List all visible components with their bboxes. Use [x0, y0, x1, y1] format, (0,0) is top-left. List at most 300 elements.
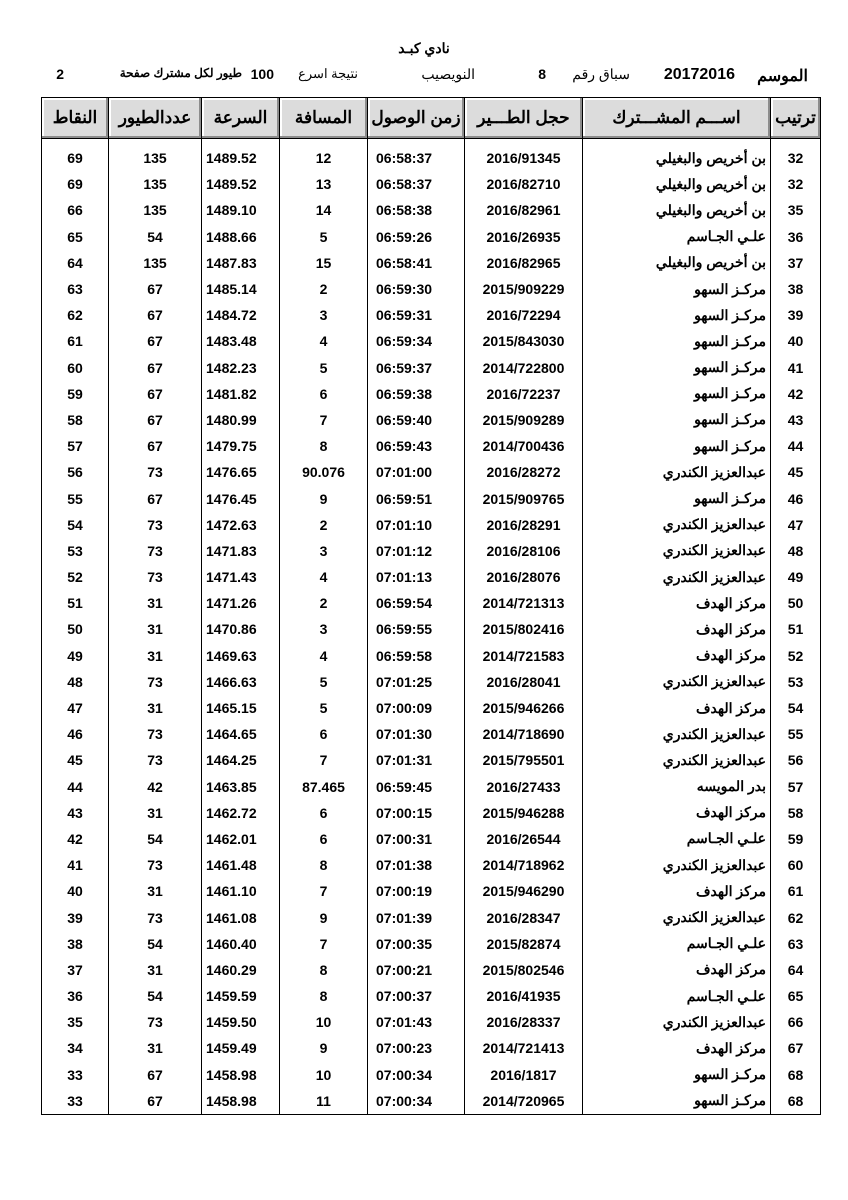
col-rank: ترتيب	[771, 98, 821, 139]
rank-cell: 43	[771, 407, 821, 433]
member-cell: مركز الهدف	[583, 616, 771, 642]
ring-cell: 2014/700436	[465, 433, 583, 459]
per-member-label: طيور لكل مشترك صفحة	[119, 66, 242, 80]
rank-cell: 49	[771, 564, 821, 590]
birds-cell: 67	[109, 1062, 202, 1088]
speed-cell: 1464.25	[202, 747, 280, 773]
arrival-cell: 06:59:51	[368, 485, 465, 511]
speed-cell: 1461.08	[202, 904, 280, 930]
col-points: النقاط	[42, 98, 109, 139]
table-row	[42, 459, 821, 485]
points-cell: 34	[42, 1035, 109, 1061]
speed-cell: 1466.63	[202, 669, 280, 695]
points-cell: 39	[42, 904, 109, 930]
distance-cell: 9	[280, 1035, 368, 1061]
arrival-cell: 06:59:40	[368, 407, 465, 433]
distance-cell: 2	[280, 276, 368, 302]
table-row	[42, 957, 821, 983]
distance-cell: 14	[280, 197, 368, 223]
arrival-cell: 07:01:00	[368, 459, 465, 485]
birds-cell: 31	[109, 695, 202, 721]
distance-cell: 6	[280, 381, 368, 407]
birds-cell: 135	[109, 145, 202, 171]
rank-cell: 47	[771, 512, 821, 538]
points-cell: 41	[42, 852, 109, 878]
birds-cell: 73	[109, 538, 202, 564]
season-label: الموسم	[757, 68, 808, 85]
member-cell: عبدالعزيز الكندري	[583, 1009, 771, 1035]
member-cell: علـي الجـاسم	[583, 983, 771, 1009]
distance-cell: 7	[280, 747, 368, 773]
table-row	[42, 747, 821, 773]
points-cell: 56	[42, 459, 109, 485]
rank-cell: 40	[771, 328, 821, 354]
points-cell: 59	[42, 381, 109, 407]
table-row	[42, 878, 821, 904]
distance-cell: 6	[280, 721, 368, 747]
arrival-cell: 07:00:15	[368, 800, 465, 826]
distance-cell: 3	[280, 538, 368, 564]
points-cell: 60	[42, 355, 109, 381]
rank-cell: 65	[771, 983, 821, 1009]
distance-cell: 7	[280, 407, 368, 433]
rank-cell: 53	[771, 669, 821, 695]
ring-cell: 2016/28337	[465, 1009, 583, 1035]
arrival-cell: 07:00:37	[368, 983, 465, 1009]
arrival-cell: 06:59:34	[368, 328, 465, 354]
results-table	[41, 97, 821, 1115]
ring-cell: 2016/28076	[465, 564, 583, 590]
birds-cell: 67	[109, 276, 202, 302]
member-cell: مركز الهدف	[583, 800, 771, 826]
points-cell: 36	[42, 983, 109, 1009]
member-cell: عبدالعزيز الكندري	[583, 747, 771, 773]
birds-cell: 67	[109, 302, 202, 328]
birds-cell: 31	[109, 800, 202, 826]
arrival-cell: 07:00:19	[368, 878, 465, 904]
distance-cell: 11	[280, 1088, 368, 1115]
points-cell: 38	[42, 931, 109, 957]
table-row	[42, 224, 821, 250]
distance-cell: 87.465	[280, 774, 368, 800]
member-cell: مركز الهدف	[583, 957, 771, 983]
points-cell: 54	[42, 512, 109, 538]
ring-cell: 2016/27433	[465, 774, 583, 800]
distance-cell: 8	[280, 433, 368, 459]
speed-cell: 1458.98	[202, 1062, 280, 1088]
distance-cell: 4	[280, 564, 368, 590]
distance-cell: 9	[280, 904, 368, 930]
member-cell: علـي الجـاسم	[583, 931, 771, 957]
member-cell: مركـز السهو	[583, 302, 771, 328]
distance-cell: 8	[280, 852, 368, 878]
points-cell: 44	[42, 774, 109, 800]
distance-cell: 15	[280, 250, 368, 276]
rank-cell: 45	[771, 459, 821, 485]
ring-cell: 2015/946288	[465, 800, 583, 826]
ring-cell: 2016/1817	[465, 1062, 583, 1088]
speed-cell: 1489.52	[202, 171, 280, 197]
table-row	[42, 931, 821, 957]
speed-cell: 1470.86	[202, 616, 280, 642]
points-cell: 65	[42, 224, 109, 250]
table-row	[42, 590, 821, 616]
member-cell: مركز الهدف	[583, 695, 771, 721]
ring-cell: 2014/721413	[465, 1035, 583, 1061]
arrival-cell: 06:59:55	[368, 616, 465, 642]
points-cell: 62	[42, 302, 109, 328]
speed-cell: 1472.63	[202, 512, 280, 538]
birds-cell: 73	[109, 1009, 202, 1035]
ring-cell: 2016/28041	[465, 669, 583, 695]
birds-cell: 135	[109, 250, 202, 276]
distance-cell: 7	[280, 878, 368, 904]
distance-cell: 90.076	[280, 459, 368, 485]
points-cell: 35	[42, 1009, 109, 1035]
rank-cell: 60	[771, 852, 821, 878]
arrival-cell: 07:01:43	[368, 1009, 465, 1035]
table-row	[42, 1035, 821, 1061]
speed-cell: 1471.43	[202, 564, 280, 590]
table-row	[42, 407, 821, 433]
race-number: 8	[538, 66, 546, 82]
distance-cell: 9	[280, 485, 368, 511]
speed-cell: 1479.75	[202, 433, 280, 459]
member-cell: مركـز السهو	[583, 381, 771, 407]
speed-cell: 1458.98	[202, 1088, 280, 1115]
rank-cell: 37	[771, 250, 821, 276]
col-member: اســـم المشـــترك	[583, 98, 771, 139]
birds-cell: 67	[109, 328, 202, 354]
ring-cell: 2016/41935	[465, 983, 583, 1009]
speed-cell: 1459.59	[202, 983, 280, 1009]
rank-cell: 67	[771, 1035, 821, 1061]
birds-cell: 67	[109, 381, 202, 407]
rank-cell: 57	[771, 774, 821, 800]
member-cell: بن أخريص والبغيلي	[583, 145, 771, 171]
rank-cell: 62	[771, 904, 821, 930]
page-number: 2	[56, 66, 64, 82]
member-cell: علـي الجـاسم	[583, 224, 771, 250]
distance-cell: 2	[280, 590, 368, 616]
speed-cell: 1488.66	[202, 224, 280, 250]
rank-cell: 64	[771, 957, 821, 983]
points-cell: 48	[42, 669, 109, 695]
speed-cell: 1462.72	[202, 800, 280, 826]
member-cell: مركز الهدف	[583, 1035, 771, 1061]
ring-cell: 2016/28272	[465, 459, 583, 485]
rank-cell: 66	[771, 1009, 821, 1035]
birds-count: 100	[250, 66, 274, 82]
points-cell: 58	[42, 407, 109, 433]
points-cell: 66	[42, 197, 109, 223]
ring-cell: 2014/718690	[465, 721, 583, 747]
arrival-cell: 06:59:37	[368, 355, 465, 381]
col-speed: السرعة	[202, 98, 280, 139]
table-row	[42, 512, 821, 538]
birds-cell: 73	[109, 747, 202, 773]
distance-cell: 12	[280, 145, 368, 171]
table-row	[42, 381, 821, 407]
rank-cell: 41	[771, 355, 821, 381]
rank-cell: 68	[771, 1088, 821, 1115]
rank-cell: 39	[771, 302, 821, 328]
birds-cell: 73	[109, 669, 202, 695]
points-cell: 37	[42, 957, 109, 983]
speed-cell: 1461.48	[202, 852, 280, 878]
birds-cell: 67	[109, 1088, 202, 1115]
ring-cell: 2016/26544	[465, 826, 583, 852]
rank-cell: 44	[771, 433, 821, 459]
distance-cell: 8	[280, 983, 368, 1009]
rank-cell: 56	[771, 747, 821, 773]
ring-cell: 2015/802416	[465, 616, 583, 642]
speed-cell: 1489.10	[202, 197, 280, 223]
birds-cell: 73	[109, 904, 202, 930]
distance-cell: 2	[280, 512, 368, 538]
rank-cell: 38	[771, 276, 821, 302]
member-cell: عبدالعزيز الكندري	[583, 904, 771, 930]
arrival-cell: 07:01:13	[368, 564, 465, 590]
ring-cell: 2016/91345	[465, 145, 583, 171]
points-cell: 53	[42, 538, 109, 564]
result-label: نتيجة اسرع	[298, 66, 358, 81]
arrival-cell: 07:00:35	[368, 931, 465, 957]
member-cell: عبدالعزيز الكندري	[583, 669, 771, 695]
distance-cell: 4	[280, 328, 368, 354]
birds-cell: 31	[109, 643, 202, 669]
ring-cell: 2014/718962	[465, 852, 583, 878]
table-row	[42, 355, 821, 381]
ring-cell: 2016/72294	[465, 302, 583, 328]
speed-cell: 1484.72	[202, 302, 280, 328]
birds-cell: 73	[109, 852, 202, 878]
member-cell: عبدالعزيز الكندري	[583, 721, 771, 747]
member-cell: مركز الهدف	[583, 643, 771, 669]
table-row	[42, 485, 821, 511]
arrival-cell: 07:00:23	[368, 1035, 465, 1061]
birds-cell: 31	[109, 1035, 202, 1061]
birds-cell: 73	[109, 564, 202, 590]
speed-cell: 1483.48	[202, 328, 280, 354]
member-cell: مركـز السهو	[583, 276, 771, 302]
ring-cell: 2016/82965	[465, 250, 583, 276]
table-row	[42, 538, 821, 564]
member-cell: مركـز السهو	[583, 1088, 771, 1115]
arrival-cell: 06:59:43	[368, 433, 465, 459]
points-cell: 61	[42, 328, 109, 354]
points-cell: 55	[42, 485, 109, 511]
table-row	[42, 171, 821, 197]
member-cell: عبدالعزيز الكندري	[583, 852, 771, 878]
club-title: نادي كبـد	[398, 40, 450, 56]
table-row	[42, 983, 821, 1009]
birds-cell: 73	[109, 459, 202, 485]
ring-cell: 2014/721583	[465, 643, 583, 669]
birds-cell: 67	[109, 485, 202, 511]
points-cell: 69	[42, 145, 109, 171]
arrival-cell: 06:59:31	[368, 302, 465, 328]
table-row	[42, 643, 821, 669]
birds-cell: 54	[109, 983, 202, 1009]
arrival-cell: 06:58:37	[368, 171, 465, 197]
table-row	[42, 145, 821, 171]
ring-cell: 2016/28347	[465, 904, 583, 930]
arrival-cell: 06:59:30	[368, 276, 465, 302]
arrival-cell: 07:01:31	[368, 747, 465, 773]
distance-cell: 5	[280, 669, 368, 695]
member-cell: مركـز السهو	[583, 407, 771, 433]
table-header-row	[42, 98, 821, 139]
rank-cell: 48	[771, 538, 821, 564]
distance-cell: 13	[280, 171, 368, 197]
ring-cell: 2016/82710	[465, 171, 583, 197]
ring-cell: 2016/72237	[465, 381, 583, 407]
points-cell: 64	[42, 250, 109, 276]
speed-cell: 1487.83	[202, 250, 280, 276]
speed-cell: 1460.29	[202, 957, 280, 983]
rank-cell: 32	[771, 145, 821, 171]
arrival-cell: 07:01:30	[368, 721, 465, 747]
member-cell: علـي الجـاسم	[583, 826, 771, 852]
points-cell: 47	[42, 695, 109, 721]
arrival-cell: 06:59:38	[368, 381, 465, 407]
points-cell: 33	[42, 1062, 109, 1088]
rank-cell: 59	[771, 826, 821, 852]
table-row	[42, 800, 821, 826]
race-label: سباق رقم	[572, 66, 630, 82]
arrival-cell: 06:58:38	[368, 197, 465, 223]
results-body	[42, 139, 821, 1115]
ring-cell: 2015/802546	[465, 957, 583, 983]
member-cell: مركـز السهو	[583, 485, 771, 511]
table-row	[42, 616, 821, 642]
speed-cell: 1462.01	[202, 826, 280, 852]
points-cell: 46	[42, 721, 109, 747]
arrival-cell: 06:59:26	[368, 224, 465, 250]
ring-cell: 2016/28291	[465, 512, 583, 538]
distance-cell: 3	[280, 302, 368, 328]
distance-cell: 5	[280, 695, 368, 721]
rank-cell: 54	[771, 695, 821, 721]
member-cell: مركز الهدف	[583, 590, 771, 616]
table-row	[42, 1088, 821, 1115]
member-cell: عبدالعزيز الكندري	[583, 459, 771, 485]
points-cell: 57	[42, 433, 109, 459]
rank-cell: 50	[771, 590, 821, 616]
points-cell: 43	[42, 800, 109, 826]
race-info-bar	[40, 66, 808, 88]
speed-cell: 1471.26	[202, 590, 280, 616]
points-cell: 69	[42, 171, 109, 197]
col-ring: حجل الطـــير	[465, 98, 583, 139]
speed-cell: 1485.14	[202, 276, 280, 302]
distance-cell: 5	[280, 224, 368, 250]
table-row	[42, 433, 821, 459]
speed-cell: 1476.65	[202, 459, 280, 485]
speed-cell: 1480.99	[202, 407, 280, 433]
speed-cell: 1461.10	[202, 878, 280, 904]
member-cell: عبدالعزيز الكندري	[583, 538, 771, 564]
rank-cell: 51	[771, 616, 821, 642]
points-cell: 52	[42, 564, 109, 590]
arrival-cell: 07:01:38	[368, 852, 465, 878]
rank-cell: 55	[771, 721, 821, 747]
birds-cell: 73	[109, 512, 202, 538]
arrival-cell: 07:00:34	[368, 1088, 465, 1115]
points-cell: 33	[42, 1088, 109, 1115]
table-row	[42, 826, 821, 852]
member-cell: بدر المويسه	[583, 774, 771, 800]
table-row	[42, 852, 821, 878]
member-cell: عبدالعزيز الكندري	[583, 512, 771, 538]
birds-cell: 54	[109, 826, 202, 852]
birds-cell: 67	[109, 407, 202, 433]
speed-cell: 1481.82	[202, 381, 280, 407]
arrival-cell: 07:01:25	[368, 669, 465, 695]
col-distance: المسافة	[280, 98, 368, 139]
arrival-cell: 06:58:41	[368, 250, 465, 276]
member-cell: مركـز السهو	[583, 328, 771, 354]
distance-cell: 5	[280, 355, 368, 381]
member-cell: بن أخريص والبغيلي	[583, 171, 771, 197]
points-cell: 49	[42, 643, 109, 669]
arrival-cell: 06:59:58	[368, 643, 465, 669]
rank-cell: 52	[771, 643, 821, 669]
table-row	[42, 302, 821, 328]
speed-cell: 1469.63	[202, 643, 280, 669]
rank-cell: 63	[771, 931, 821, 957]
points-cell: 51	[42, 590, 109, 616]
speed-cell: 1459.50	[202, 1009, 280, 1035]
ring-cell: 2015/946290	[465, 878, 583, 904]
speed-cell: 1476.45	[202, 485, 280, 511]
rank-cell: 68	[771, 1062, 821, 1088]
distance-cell: 6	[280, 800, 368, 826]
speed-cell: 1465.15	[202, 695, 280, 721]
distance-cell: 10	[280, 1009, 368, 1035]
table-row	[42, 197, 821, 223]
birds-cell: 31	[109, 957, 202, 983]
birds-cell: 67	[109, 433, 202, 459]
ring-cell: 2014/721313	[465, 590, 583, 616]
points-cell: 63	[42, 276, 109, 302]
arrival-cell: 06:59:54	[368, 590, 465, 616]
points-cell: 40	[42, 878, 109, 904]
table-row	[42, 721, 821, 747]
ring-cell: 2016/28106	[465, 538, 583, 564]
distance-cell: 10	[280, 1062, 368, 1088]
ring-cell: 2014/722800	[465, 355, 583, 381]
birds-cell: 31	[109, 590, 202, 616]
ring-cell: 2015/795501	[465, 747, 583, 773]
distance-cell: 7	[280, 931, 368, 957]
distance-cell: 6	[280, 826, 368, 852]
points-cell: 45	[42, 747, 109, 773]
ring-cell: 2014/720965	[465, 1088, 583, 1115]
birds-cell: 31	[109, 616, 202, 642]
table-row	[42, 1062, 821, 1088]
ring-cell: 2015/843030	[465, 328, 583, 354]
speed-cell: 1463.85	[202, 774, 280, 800]
arrival-cell: 07:00:21	[368, 957, 465, 983]
member-cell: مركـز السهو	[583, 433, 771, 459]
birds-cell: 67	[109, 355, 202, 381]
ring-cell: 2015/909765	[465, 485, 583, 511]
speed-cell: 1489.52	[202, 145, 280, 171]
member-cell: عبدالعزيز الكندري	[583, 564, 771, 590]
ring-cell: 2016/82961	[465, 197, 583, 223]
